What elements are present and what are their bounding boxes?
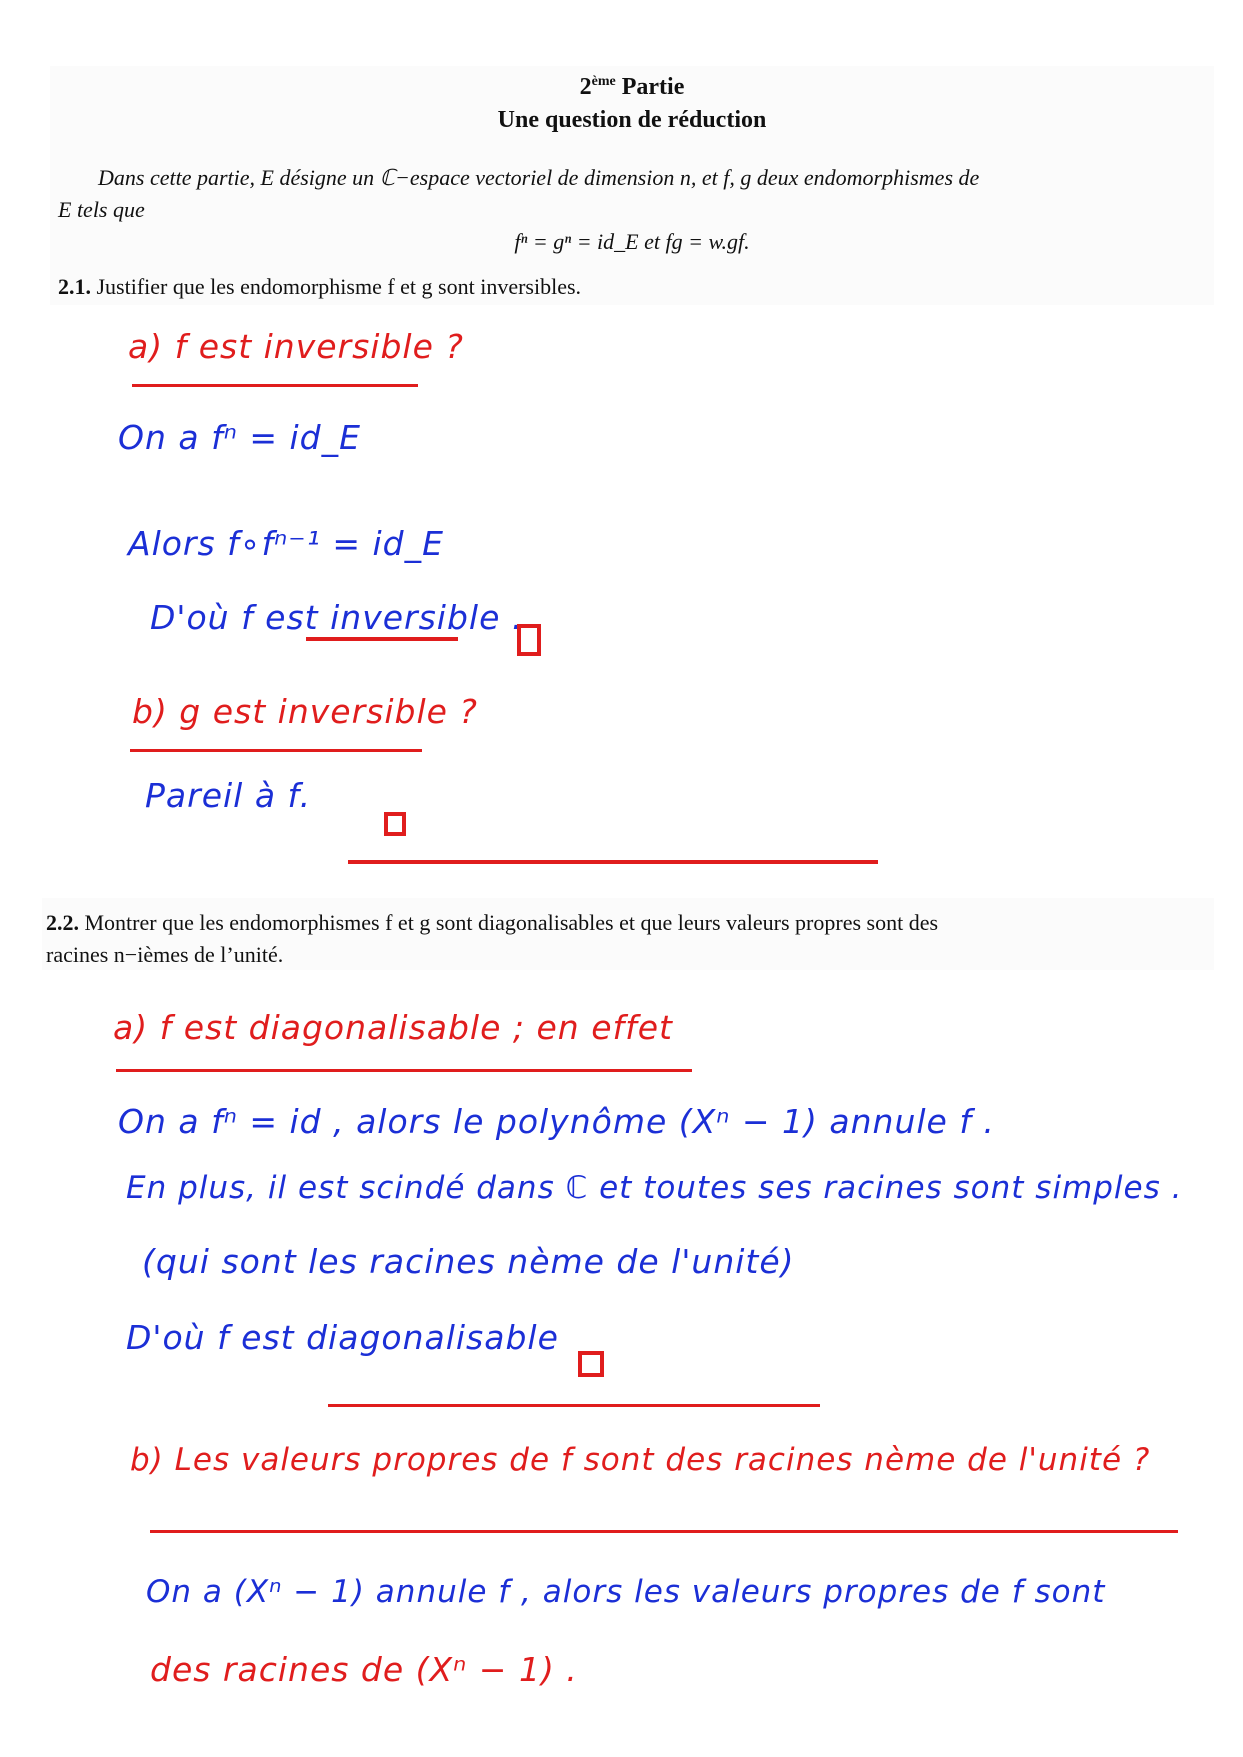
underline-2-2-a xyxy=(116,1069,692,1072)
qed-box xyxy=(517,624,541,656)
question-2-1-number: 2.1. xyxy=(58,274,91,299)
answer-2-2-b-line-2: des racines de (Xⁿ − 1) . xyxy=(150,1650,578,1689)
question-2-2-number: 2.2. xyxy=(46,910,79,935)
underline-2-2-a-end xyxy=(328,1404,820,1407)
part-number: 2 xyxy=(579,74,592,100)
question-2-1-text: Justifier que les endomorphisme f et g sont inversibles. xyxy=(96,274,582,299)
answer-2-2-a-line-3: (qui sont les racines nème de l'unité) xyxy=(142,1242,795,1281)
part-heading xyxy=(50,74,1214,101)
question-2-2-line-1 xyxy=(46,910,938,936)
question-2-2-text: Montrer que les endomorphismes f et g sont diagonalisables et que leurs valeurs propres sont des xyxy=(84,910,939,935)
intro-line-1: Dans cette partie, E désigne un ℂ−espace vectoriel de dimension n, et f, g deux endomorphismes de xyxy=(98,165,980,190)
answer-2-1-b-heading: b) g est inversible ? xyxy=(132,692,478,731)
question-2-1 xyxy=(58,274,581,300)
part-word: Partie xyxy=(621,74,685,100)
underline-2-2-b xyxy=(150,1530,1178,1533)
answer-2-1-a-line-3: D'où f est inversible . xyxy=(150,598,524,637)
answer-2-2-a-line-4: D'où f est diagonalisable xyxy=(126,1318,559,1357)
intro-equation: fⁿ = gⁿ = id_E et fg = w.gf. xyxy=(514,229,750,254)
answer-2-2-a-line-1: On a fⁿ = id , alors le polynôme (Xⁿ − 1) annule f . xyxy=(118,1102,995,1141)
qed-box xyxy=(384,812,406,836)
section-separator xyxy=(348,860,878,864)
answer-2-2-a-line-2: En plus, il est scindé dans ℂ et toutes ses racines sont simples . xyxy=(126,1170,1183,1206)
answer-2-2-a-heading: a) f est diagonalisable ; en effet xyxy=(113,1008,673,1047)
answer-2-1-a-line-2: Alors f∘fⁿ⁻¹ = id_E xyxy=(128,524,444,563)
answer-2-1-a-line-1: On a fⁿ = id_E xyxy=(118,418,361,457)
underline-2-1-b xyxy=(130,749,422,752)
underline-2-1-a xyxy=(132,384,418,387)
answer-2-2-b-line-1: On a (Xⁿ − 1) annule f , alors les valeurs propres de f sont xyxy=(146,1574,1106,1610)
answer-2-2-b-heading: b) Les valeurs propres de f sont des racines nème de l'unité ? xyxy=(130,1442,1151,1478)
qed-box xyxy=(578,1351,604,1377)
part-title: Une question de réduction xyxy=(497,107,767,133)
underline-inversible xyxy=(306,637,458,641)
answer-2-1-b-line-1: Pareil à f. xyxy=(145,776,312,815)
answer-2-1-a-heading: a) f est inversible ? xyxy=(128,327,464,366)
question-2-2-line-2: racines n−ièmes de l’unité. xyxy=(46,942,284,967)
part-number-suffix: ème xyxy=(591,74,616,89)
intro-line-2: E tels que xyxy=(58,197,145,222)
